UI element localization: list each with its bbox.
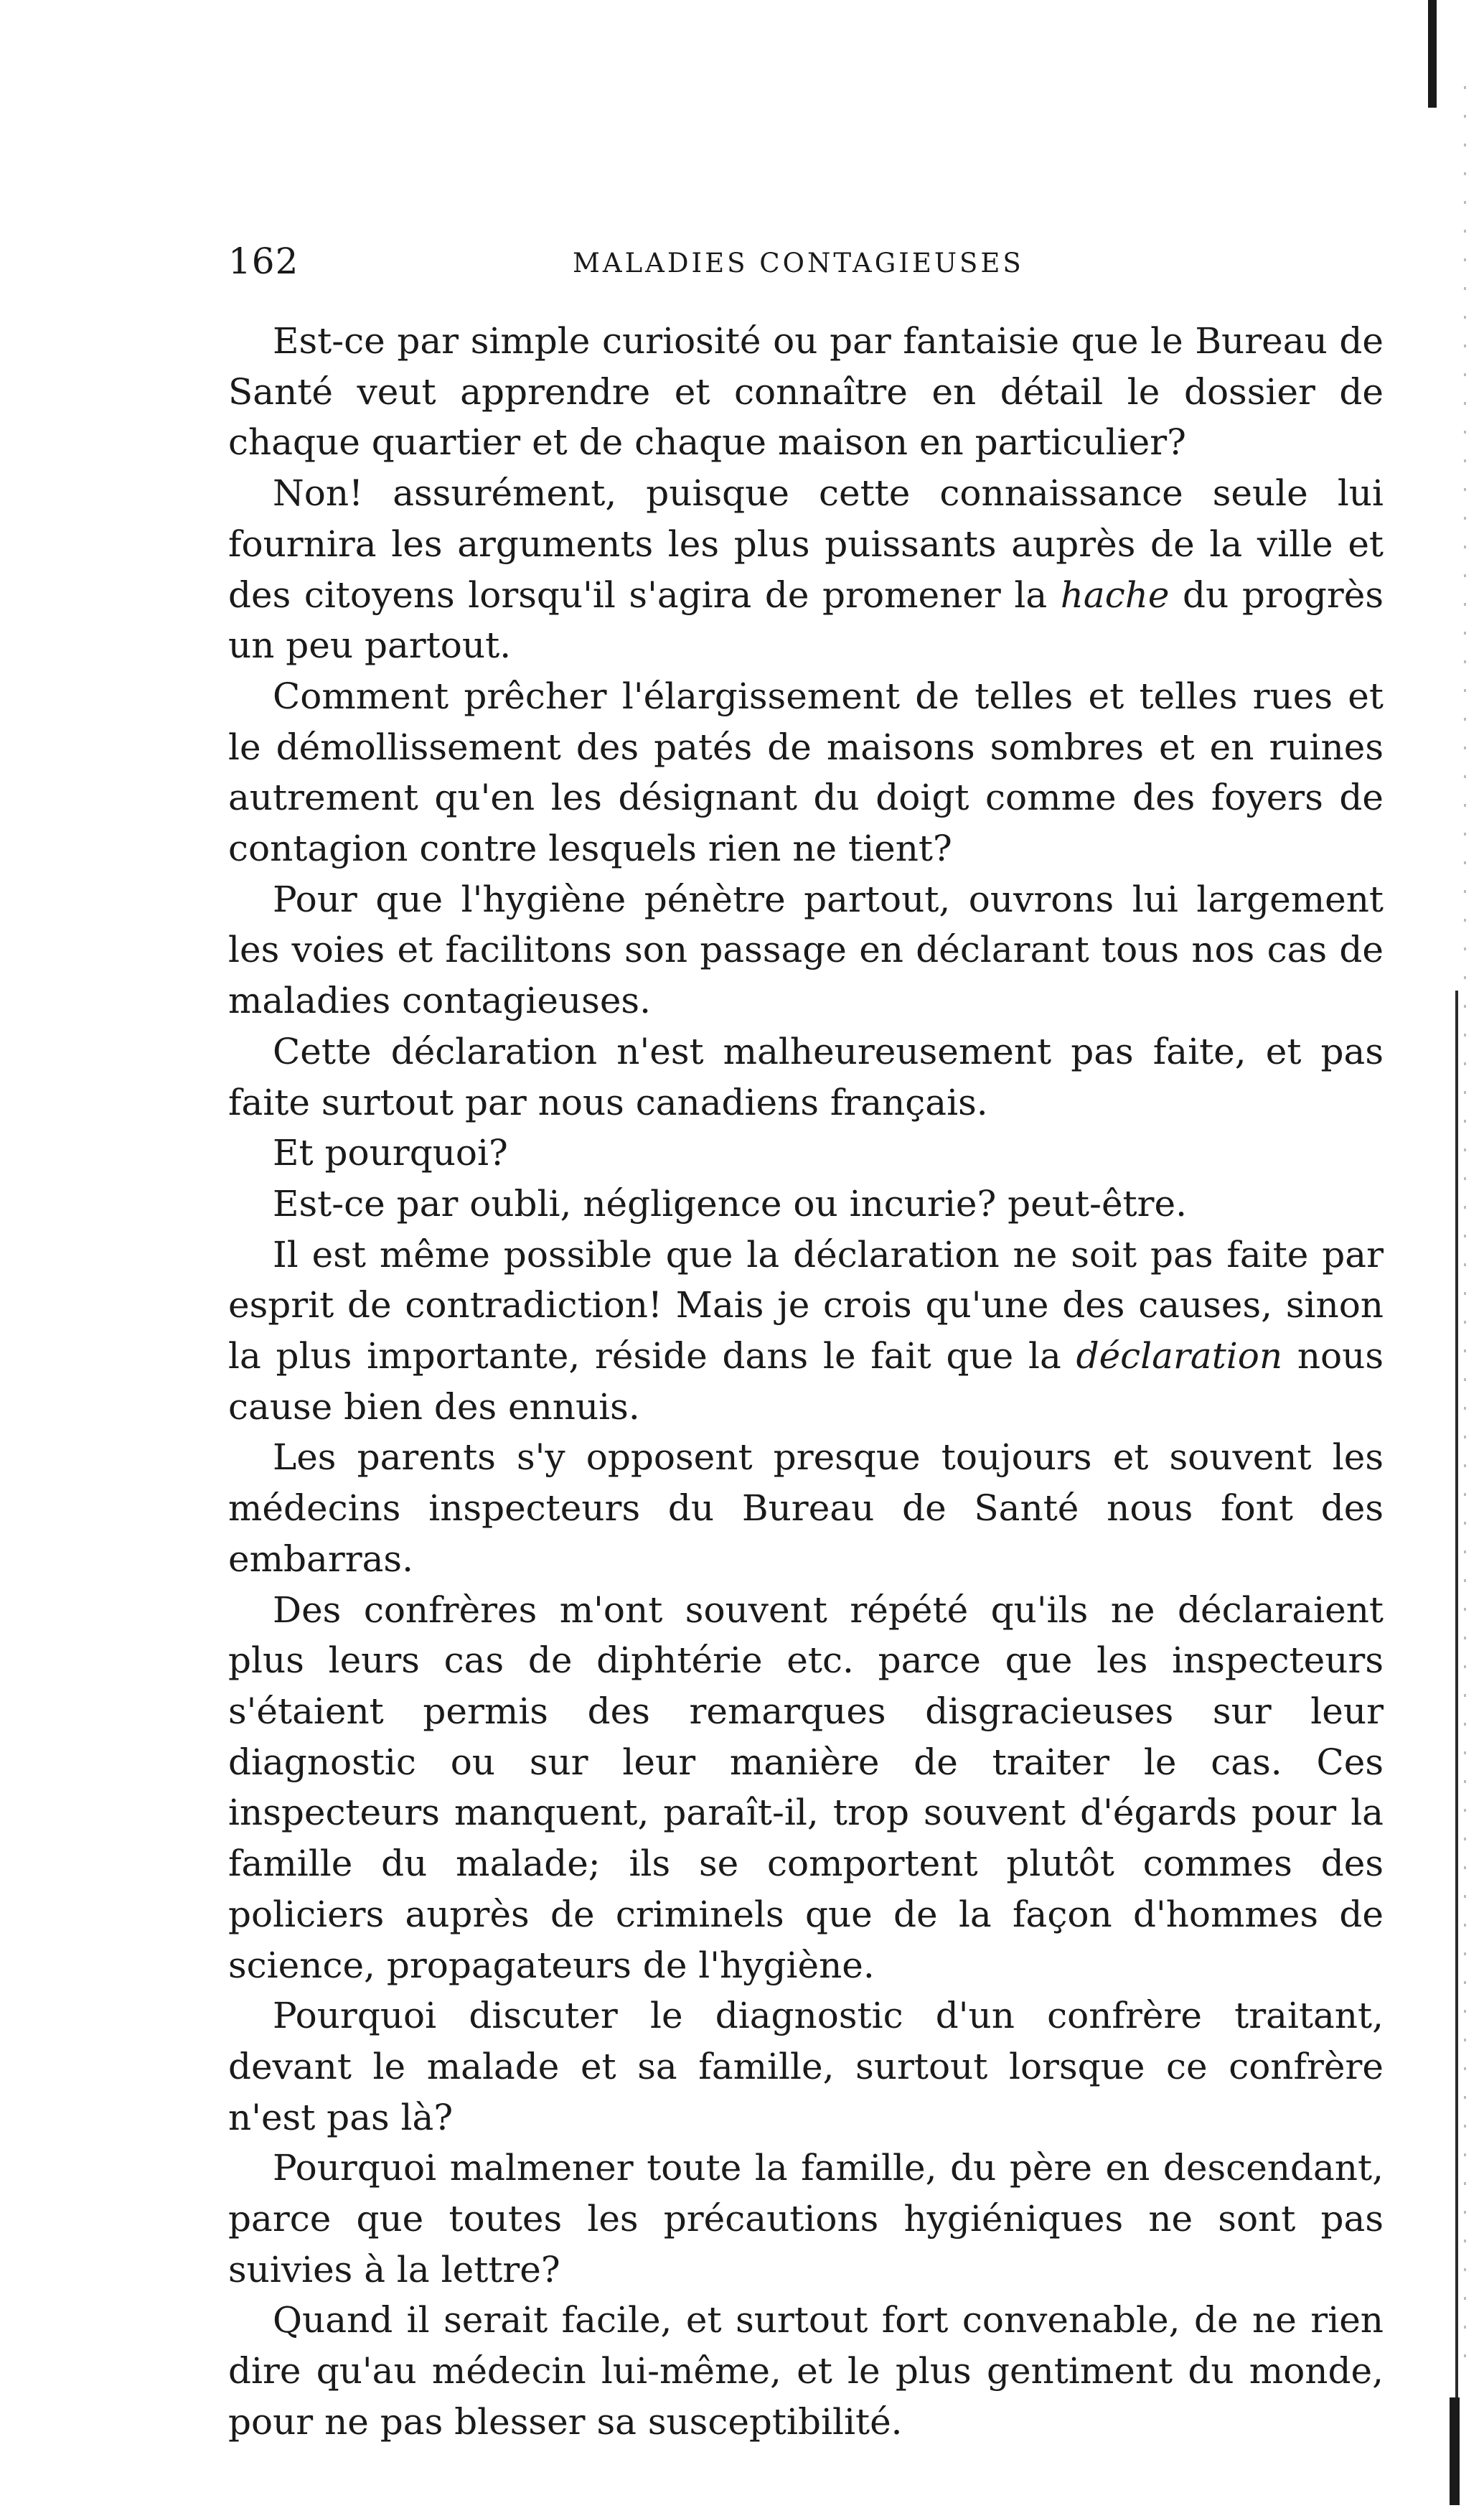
paragraph-text: du progrès un peu partout. <box>228 574 1384 667</box>
italic-word: hache <box>1060 574 1170 616</box>
body-text <box>228 316 1384 2448</box>
paragraph: Comment prêcher l'élargissement de telles et telles rues et le démollissement des patés de maisons sombres et en ruines autrement qu'en les désignant du doigt comme des foyers de contagion contre lesquels rien ne tient? <box>228 675 1384 870</box>
scan-edge-mark <box>1428 0 1437 108</box>
paragraph: Pourquoi discuter le diagnostic d'un confrère traitant, devant le malade et sa famille, surtout lorsque ce confrère n'est pas là? <box>228 1995 1384 2138</box>
scan-edge-mark-bottom <box>1450 2397 1460 2505</box>
paragraph-text: nous cause bien des ennuis. <box>228 1335 1384 1428</box>
page-header <box>228 240 1384 284</box>
paragraph: Cette déclaration n'est malheureusement pas faite, et pas faite surtout par nous canadiens français. <box>228 1030 1384 1123</box>
paragraph-text: Il est même possible que la déclaration ne soit pas faite par esprit de contradiction! Mais je crois qu'une des causes, sinon la plus importante, réside dans le fait que la <box>228 1233 1384 1377</box>
paragraph <box>228 1230 1384 1433</box>
paragraph: Est-ce par oubli, négligence ou incurie? peut-être. <box>273 1182 1188 1225</box>
italic-word: déclaration <box>1076 1335 1283 1377</box>
paragraph: Quand il serait facile, et surtout fort convenable, de ne rien dire qu'au médecin lui-même, et le plus gentiment du monde, pour ne pas blesser sa susceptibilité. <box>228 2299 1384 2443</box>
paragraph: Est-ce par simple curiosité ou par fantaisie que le Bureau de Santé veut apprendre et connaître en détail le dossier de chaque quartier et de chaque maison en particulier? <box>228 320 1384 464</box>
scan-edge-dots <box>1464 86 1466 2383</box>
scan-edge-line <box>1455 991 1458 2397</box>
paragraph: Les parents s'y opposent presque toujours et souvent les médecins inspecteurs du Bureau de Santé nous font des embarras. <box>228 1436 1384 1580</box>
paragraph <box>228 468 1384 671</box>
paragraph: Et pourquoi? <box>273 1132 508 1174</box>
page-number: 162 <box>228 240 299 282</box>
paragraph: Des confrères m'ont souvent répété qu'ils ne déclaraient plus leurs cas de diphtérie etc. parce que les inspecteurs s'étaient permis des remarques disgracieuses sur leur diagnostic ou sur leur manière de traiter le cas. Ces inspecteurs manquent, paraît-il, trop souvent d'égards pour la famille du malade; ils se comportent plutôt commes des policiers auprès de criminels que de la façon d'hommes de science, propagateurs de l'hygiène. <box>228 1588 1384 1986</box>
paragraph: Pour que l'hygiène pénètre partout, ouvrons lui largement les voies et facilitons son passage en déclarant tous nos cas de maladies contagieuses. <box>228 878 1384 1022</box>
paragraph-text: Non! assurément, puisque cette connaissance seule lui fournira les arguments les plus puissants auprès de la ville et des citoyens lorsqu'il s'agira de promener la <box>228 472 1384 616</box>
paragraph: Pourquoi malmener toute la famille, du père en descendant, parce que toutes les précautions hygiéniques ne sont pas suivies à la lettre? <box>228 2147 1384 2291</box>
running-head: MALADIES CONTAGIEUSES <box>573 248 1024 279</box>
